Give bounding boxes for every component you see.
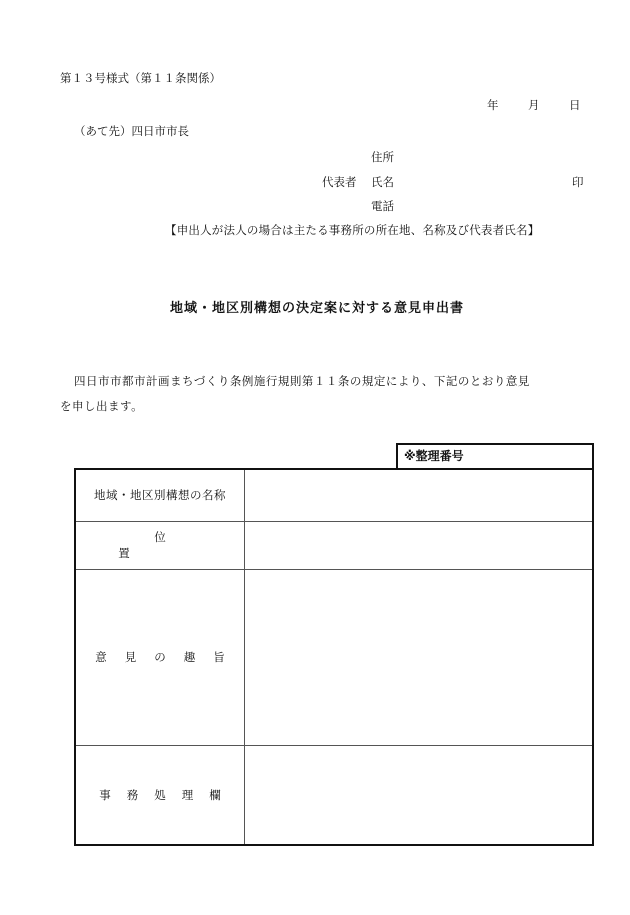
row-value-office-use <box>245 745 594 845</box>
table-row <box>75 469 593 521</box>
row-label-text: 位置 <box>118 530 238 560</box>
table-row <box>75 745 593 845</box>
row-label-text: 地域・地区別構想の名称 <box>94 488 226 503</box>
body-text-line-2: を申し出ます。 <box>60 399 144 413</box>
row-value-name[interactable] <box>245 469 594 521</box>
date-month: 月 <box>528 98 540 112</box>
name-label: 氏名 <box>371 175 394 189</box>
row-label-opinion <box>75 569 245 745</box>
row-label-location <box>75 521 245 569</box>
document-title: 地域・地区別構想の決定案に対する意見申出書 <box>170 301 465 316</box>
row-value-location[interactable] <box>245 521 594 569</box>
representative-label: 代表者 <box>322 175 357 189</box>
seal-mark: 印 <box>572 175 584 189</box>
reference-number-box: ※整理番号 <box>396 443 594 468</box>
table-row <box>75 521 593 569</box>
corporate-note: 【申出人が法人の場合は主たる事務所の所在地、名称及び代表者氏名】 <box>165 223 540 237</box>
table-row <box>75 569 593 745</box>
row-label-text: 事務処理欄 <box>99 787 237 802</box>
opinion-form-table <box>74 468 594 846</box>
body-text-line-1: 四日市市都市計画まちづくり条例施行規則第１１条の規定により、下記のとおり意見 <box>74 374 530 388</box>
row-label-text: 意見の趣旨 <box>95 650 243 664</box>
date-year: 年 <box>487 98 499 112</box>
addressee: （あて先）四日市市長 <box>74 124 189 138</box>
phone-label: 電話 <box>371 199 394 213</box>
address-label: 住所 <box>371 150 394 164</box>
date-day: 日 <box>569 98 581 112</box>
row-label-name <box>75 469 245 521</box>
row-label-office-use <box>75 745 245 845</box>
row-value-opinion[interactable] <box>245 569 594 745</box>
form-number: 第１３号様式（第１１条関係） <box>60 71 221 85</box>
